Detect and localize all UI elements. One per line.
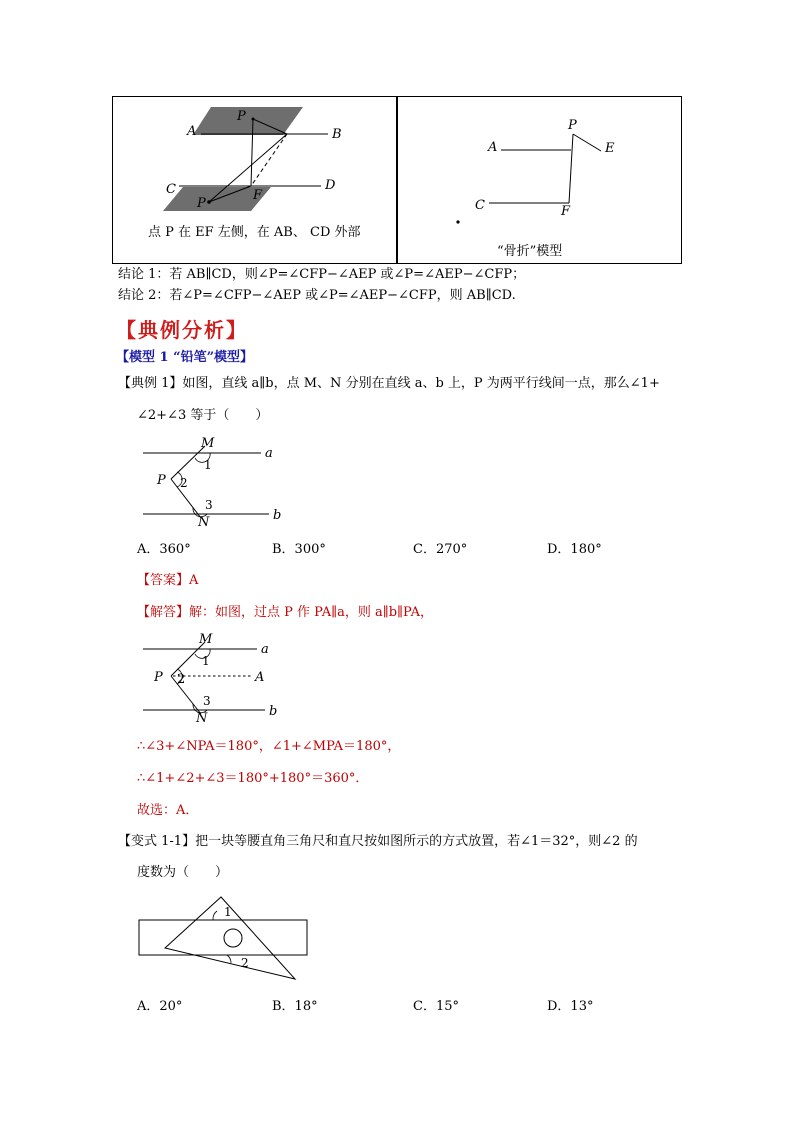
label-b: B xyxy=(332,127,342,142)
label-d: D xyxy=(325,178,336,193)
label-p: P xyxy=(154,670,163,685)
label-p: P xyxy=(568,118,577,133)
left-parallelogram-figure xyxy=(113,97,395,227)
angle-arc-2 xyxy=(227,955,231,963)
option-b: B．300° xyxy=(272,542,326,557)
point-lower-p xyxy=(207,200,211,204)
label-a: A xyxy=(187,124,197,139)
variant-option-b: B．18° xyxy=(272,999,318,1014)
label-e: E xyxy=(290,121,300,136)
variant-option-d: D．13° xyxy=(547,999,594,1014)
section-banner: 【典例分析】 xyxy=(116,318,248,342)
ruler-triangle-figure xyxy=(135,893,315,985)
variant-option-a: A．20° xyxy=(137,999,183,1014)
label-a: a xyxy=(265,446,273,461)
option-c: C．270° xyxy=(413,542,468,557)
label-c: C xyxy=(166,182,176,197)
solution-intro: 【解答】解：如图，过点 P 作 PA∥a，则 a∥b∥PA， xyxy=(137,605,433,620)
label-2: 2 xyxy=(180,476,188,490)
answer: 【答案】A xyxy=(137,573,199,588)
label-1: 1 xyxy=(202,654,210,668)
label-p: P xyxy=(157,473,166,488)
conclusion-1: 结论 1：若 AB∥CD，则∠P=∠CFP−∠AEP 或∠P=∠AEP−∠CFP； xyxy=(118,267,526,282)
ruler-hole xyxy=(224,929,242,947)
label-2: 2 xyxy=(177,672,186,687)
label-b: b xyxy=(273,508,282,523)
pencil-model-figure xyxy=(135,432,295,530)
model-title: 【模型 1 “铅笔”模型】 xyxy=(116,350,254,365)
option-d: D．180° xyxy=(547,542,602,557)
label-angle-2: 2 xyxy=(241,956,249,970)
example1-line1: 【典例 1】如图，直线 a∥b，点 M、N 分别在直线 a、b 上，P 为两平行线间一点，那么∠1+ xyxy=(118,376,660,391)
segment-e-f-dashed xyxy=(251,134,287,186)
label-a-point: A xyxy=(255,670,265,685)
label-m: M xyxy=(201,436,215,451)
segment-p-m xyxy=(171,446,205,479)
right-broken-bone-figure xyxy=(397,97,679,237)
label-3: 3 xyxy=(203,694,211,708)
segment-p-m xyxy=(171,642,205,676)
angle-arc-1 xyxy=(213,911,217,920)
label-p-upper: P xyxy=(237,109,246,124)
segment-p-n xyxy=(171,676,201,714)
label-b: b xyxy=(269,704,278,719)
variant-line1: 【变式 1-1】把一块等腰直角三角尺和直尺按如图所示的方式放置，若∠1＝32°，则∠2 的 xyxy=(118,834,638,849)
label-f: F xyxy=(253,188,263,203)
label-a: A xyxy=(488,140,498,155)
solution-step-1: ∴∠3+∠NPA＝180°，∠1+∠MPA＝180°， xyxy=(137,739,401,754)
label-c: C xyxy=(475,198,485,213)
left-figure-caption: 点 P 在 EF 左侧，在 AB、 CD 外部 xyxy=(148,225,361,240)
variant-option-c: C．15° xyxy=(413,999,459,1014)
option-a: A．360° xyxy=(137,542,191,557)
point-upper-p xyxy=(252,118,255,121)
segment-p-f xyxy=(569,134,573,203)
example1-line2: ∠2+∠3 等于（ ） xyxy=(137,408,269,423)
label-a-line: a xyxy=(261,642,269,657)
label-n: N xyxy=(196,711,208,726)
label-1: 1 xyxy=(204,458,212,472)
label-3: 3 xyxy=(205,498,213,512)
right-figure-caption: “骨折”模型 xyxy=(497,244,563,259)
ruler xyxy=(139,920,307,955)
segment-p-e xyxy=(573,134,601,151)
variant-line2: 度数为（ ） xyxy=(137,865,229,880)
solution-choice: 故选：A． xyxy=(137,803,199,818)
solution-figure xyxy=(135,628,295,726)
label-m: M xyxy=(199,632,213,647)
label-angle-1: 1 xyxy=(224,905,232,919)
conclusion-2: 结论 2：若∠P=∠CFP−∠AEP 或∠P=∠AEP−∠CFP，则 AB∥CD. xyxy=(118,288,516,303)
stray-point xyxy=(456,220,459,223)
solution-step-2: ∴∠1+∠2+∠3＝180°+180°＝360°． xyxy=(137,771,369,786)
label-f: F xyxy=(561,204,571,219)
upper-plane xyxy=(193,107,303,135)
label-e: E xyxy=(605,141,615,156)
label-n: N xyxy=(198,515,210,530)
label-p-lower: P xyxy=(197,196,206,211)
